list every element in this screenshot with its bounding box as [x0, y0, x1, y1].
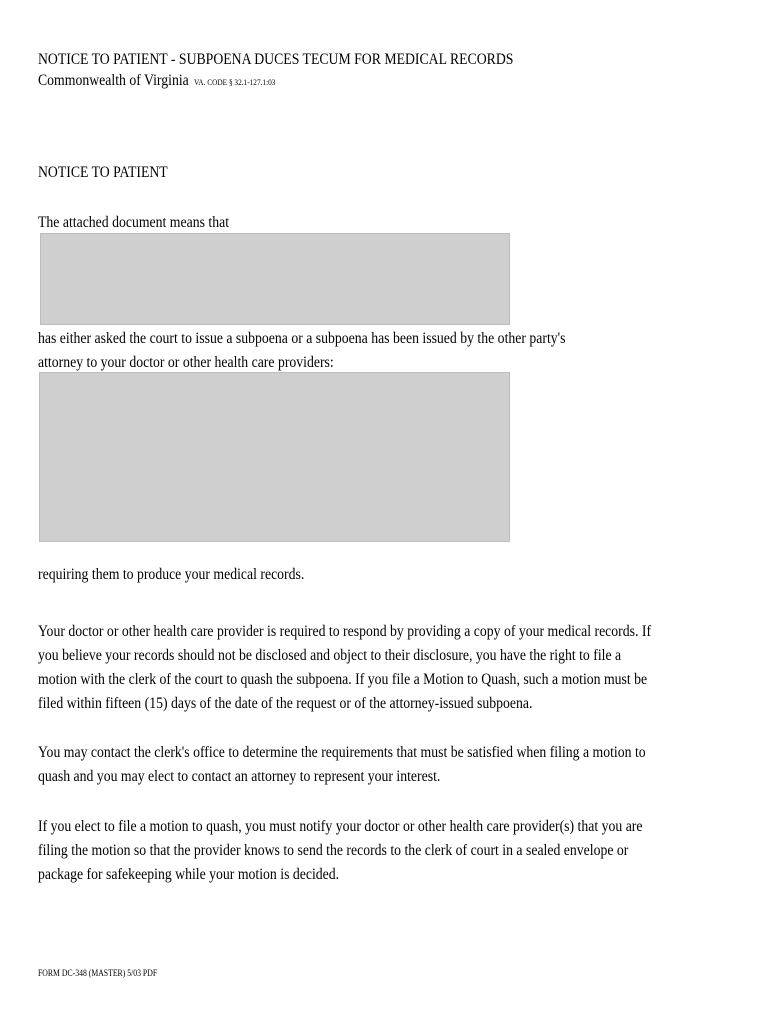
paragraph-2-line-2: quash and you may elect to contact an attorney to represent your interest. [38, 768, 441, 785]
paragraph-1-line-3: motion with the clerk of the court to quash the subpoena. If you file a Motion to Quash, such a motion must be [38, 671, 648, 688]
party-request-line-1: has either asked the court to issue a subpoena or a subpoena has been issued by the other party's [38, 330, 566, 347]
party-name-field[interactable] [40, 233, 510, 325]
providers-field[interactable] [39, 372, 510, 542]
paragraph-1-line-2: you believe your records should not be disclosed and object to their disclosure, you have the right to file a [38, 647, 622, 664]
notice-heading: NOTICE TO PATIENT [38, 164, 168, 181]
paragraph-1-line-4: filed within fifteen (15) days of the date of the request or of the attorney-issued subpoena. [38, 695, 533, 712]
form-footer: FORM DC-348 (MASTER) 5/03 PDF [38, 968, 158, 978]
party-request-line-2: attorney to your doctor or other health care providers: [38, 354, 334, 371]
paragraph-3-line-3: package for safekeeping while your motion is decided. [38, 866, 340, 883]
paragraph-1-line-1: Your doctor or other health care provider is required to respond by providing a copy of your medical records. If [38, 623, 652, 640]
intro-text: The attached document means that [38, 214, 230, 231]
document-title: NOTICE TO PATIENT - SUBPOENA DUCES TECUM FOR MEDICAL RECORDS [38, 51, 514, 68]
jurisdiction-text: Commonwealth of Virginia [38, 72, 189, 89]
code-reference: VA. CODE § 32.1-127.1:03 [193, 77, 276, 87]
jurisdiction-line [38, 72, 275, 90]
requirement-line: requiring them to produce your medical records. [38, 566, 305, 583]
paragraph-3-line-1: If you elect to file a motion to quash, you must notify your doctor or other health care provider(s) that you are [38, 818, 643, 835]
paragraph-3-line-2: filing the motion so that the provider knows to send the records to the clerk of court in a sealed envelope or [38, 842, 629, 859]
paragraph-2-line-1: You may contact the clerk's office to determine the requirements that must be satisfied when filing a motion to [38, 744, 646, 761]
